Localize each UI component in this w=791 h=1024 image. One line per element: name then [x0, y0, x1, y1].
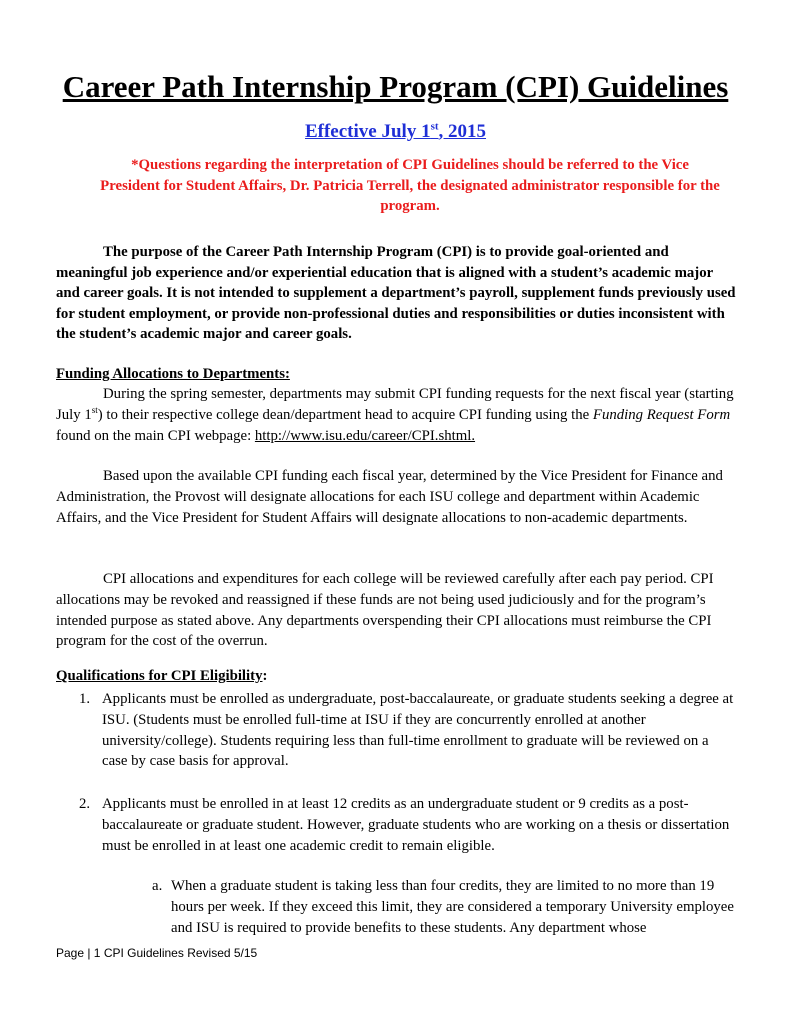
funding-request-form-label: Funding Request Form [592, 406, 731, 423]
effective-date-prefix: Effective July 1 [304, 121, 431, 142]
interpretation-notice: *Questions regarding the interpretation of CPI Guidelines should be referred to the Vice President for Student Affairs, Dr. Patricia Terrell, the designated administrator responsible for the program. [100, 157, 720, 214]
qualifications-heading-wrap [56, 666, 267, 686]
funding-paragraph-2: Based upon the available CPI funding each fiscal year, determined by the Vice President for Finance and Administration, the Provost will designate allocations for each ISU college and department within Academic Affairs, and the Vice President for Student Affairs will designate allocations to non-academic departments. [56, 468, 723, 526]
effective-date [0, 119, 791, 145]
sub-list-item [56, 876, 736, 939]
funding-heading: Funding Allocations to Departments: [56, 366, 290, 382]
list-item-number: 1. [79, 691, 91, 707]
sub-list-item-text: When a graduate student is taking less than four credits, they are limited to no more than 19 hours per week. If they exceed this limit, they are considered a temporary University employee and ISU is required to provide benefits to these students. Any department whose [171, 878, 734, 936]
funding-p1-text-b: ) to their respective college dean/department head to acquire CPI funding using the [97, 406, 593, 423]
effective-date-suffix: , 2015 [438, 121, 487, 142]
list-item-number: 2. [79, 796, 91, 812]
sub-list-item-letter: a. [152, 878, 163, 894]
cpi-webpage-link[interactable]: http://www.isu.edu/career/CPI.shtml. [254, 427, 476, 444]
list-item [56, 689, 736, 773]
funding-paragraph-1 [56, 384, 736, 446]
qualifications-heading-colon: : [262, 668, 268, 684]
qualifications-heading: Qualifications for CPI Eligibility [56, 668, 263, 684]
page-footer: Page | 1 CPI Guidelines Revised 5/15 [56, 946, 258, 960]
document-title: Career Path Internship Program (CPI) Guidelines [62, 69, 729, 104]
funding-paragraph-3: CPI allocations and expenditures for each college will be reviewed carefully after each pay period. CPI allocations may be revoked and reassigned if these funds are not being used judiciously and for the program’s intended purpose as stated above. Any departments overspending their CPI allocations must reimburse the CPI program for the cost of the overrun. [56, 571, 714, 650]
list-item [56, 794, 736, 857]
list-item-text: Applicants must be enrolled as undergraduate, post-baccalaureate, or graduate students seeking a degree at ISU. (Students must be enrolled full-time at ISU if they are concurrently enrolled at another university/college). Students requiring less than full-time enrollment to graduate will be reviewed on a case by case basis for approval. [102, 691, 734, 770]
list-item-text: Applicants must be enrolled in at least 12 credits as an undergraduate student or 9 credits as a post-baccalaureate or graduate student. However, graduate students who are working on a thesis or dissertation must be enrolled in at least one academic credit to remain eligible. [102, 796, 730, 854]
purpose-statement: The purpose of the Career Path Internship Program (CPI) is to provide goal-oriented and meaningful job experience and/or experiential education that is aligned with a student’s academic major and career goals. It is not intended to supplement a department’s payroll, supplement funds previously used for student employment, or provide non-professional duties and responsibilities or duties inconsistent with the student’s academic major and career goals. [56, 244, 736, 342]
effective-date-sup: st [430, 120, 439, 133]
funding-p1-text-c: found on the main CPI webpage: [56, 427, 255, 444]
funding-p1-text-a: During the spring semester, departments may submit CPI funding requests for the next fiscal year (starting July 1 [56, 386, 734, 423]
funding-p1-sup: st [91, 404, 98, 415]
